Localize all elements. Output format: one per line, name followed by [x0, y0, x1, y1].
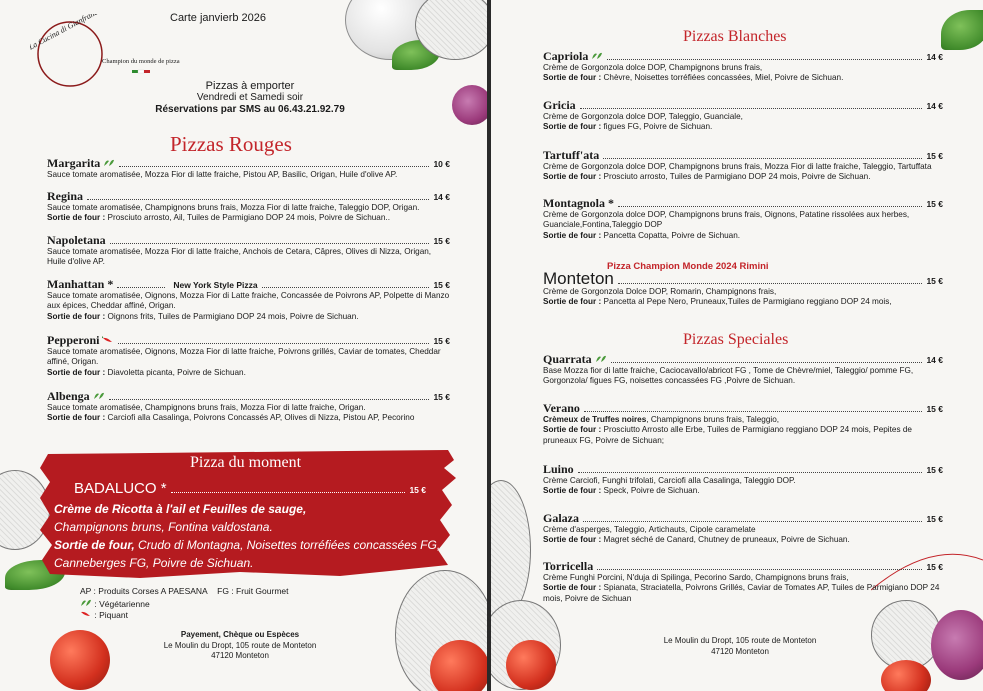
moment-item-name: BADALUCO *	[74, 480, 167, 497]
item-price: 15 €	[433, 280, 450, 290]
menu-item-luino	[543, 464, 943, 497]
item-description: Sauce tomate aromatisée, Champignons bruns frais, Mozza Fior di latte fraiche, Taleggio DOP, Origan.	[47, 202, 420, 212]
item-price: 14 €	[433, 192, 450, 202]
item-description: Crème de Gorgonzola Dolce DOP, Romarin, Champignons frais,	[543, 286, 777, 296]
item-name: Regina	[47, 189, 83, 203]
section-title-rouges: Pizzas Rouges	[170, 132, 292, 156]
menu-item-monteton	[543, 269, 943, 308]
sortie-label: Sortie de four :	[47, 311, 106, 321]
vegetarian-leaf-icon	[103, 159, 115, 167]
basil-sketch-illustration	[491, 480, 531, 620]
menu-item-gricia	[543, 100, 943, 133]
sortie-text: Oignons frits, Tuiles de Parmigiano DOP 24 mois, Poivre de Sichuan.	[107, 311, 359, 321]
item-description: Sauce tomate aromatisée, Oignons, Mozza Fior di Latte fraiche, Concassée de Poivrons AP, Polpette di Manzo aux épices, Cheddar affiné, Origan.	[47, 290, 450, 310]
tomato-illustration	[506, 640, 556, 690]
vegetarian-leaf-icon	[591, 52, 603, 60]
item-description: Crème de Gorgonzola dolce DOP, Taleggio, Guanciale,	[543, 111, 743, 121]
legend	[80, 586, 289, 621]
menu-item-capriola	[543, 51, 943, 84]
menu-item-manhattan	[47, 279, 450, 322]
item-description: Crème de Gorgonzola dolce DOP, Champignons bruns frais, Oignons, Patatine rissolées aux herbes, Guanciale,Fontina,Taleggio DOP	[543, 209, 910, 229]
item-description: Base Mozza fior di latte fraiche, Caciocavallo/abricot FG , Tome de Chèvre/miel, Taleggio/ pomme FG, Gorgonzola/ figues FG, noisettes concassées FG ,Poivre de Sichuan.	[543, 365, 914, 385]
payment-info: Payement, Chèque ou Espèces	[180, 630, 300, 639]
item-name: Napoletana	[47, 233, 106, 247]
menu-item-torricella	[543, 561, 943, 604]
takeaway-title: Pizzas à emporter	[205, 80, 295, 92]
red-onion-illustration	[452, 85, 487, 125]
moment-line3: Crudo di Montagna, Noisettes torréfiées concassées FG, Canneberges FG, Poivre de Sichuan.	[54, 538, 441, 570]
item-price: 15 €	[433, 392, 450, 402]
sortie-label: Sortie de four :	[543, 583, 602, 592]
item-price: 15 €	[926, 514, 943, 524]
moment-title: Pizza du moment	[190, 454, 302, 471]
item-price: 15 €	[926, 276, 943, 286]
sortie-label: Sortie de four :	[543, 230, 602, 240]
right-footer	[640, 636, 840, 657]
sortie-label: Sortie de four :	[47, 213, 106, 222]
section-title-blanches: Pizzas Blanches	[683, 28, 787, 45]
item-name: Albenga	[47, 389, 90, 403]
item-name: Luino	[543, 462, 574, 476]
item-price: 15 €	[926, 151, 943, 161]
item-name: Capriola	[543, 49, 589, 63]
item-description: Crème Funghi Porcini, N'duja di Spilinga, Pecorino Sardo, Champignons bruns frais,	[543, 572, 849, 582]
item-description: Sauce tomate aromatisée, Champignons bruns frais, Mozza Fior di latte fraiche, Origan.	[47, 402, 366, 412]
item-description: Crème de Gorgonzola dolce DOP, Champignons bruns frais,	[543, 62, 763, 72]
sortie-label: Sortie de four :	[47, 413, 106, 422]
postal-line: 47120 Monteton	[211, 651, 269, 660]
sortie-text: Prosciuto arrosto, Tuiles de Parmigiano DOP 24 mois, Poivre de Sichuan.	[603, 172, 871, 181]
menu-item-montagnola	[543, 198, 943, 241]
moment-line2: Champignons bruns, Fontina valdostana.	[54, 520, 273, 534]
menu-item-margarita	[47, 158, 450, 180]
sortie-label: Sortie de four :	[543, 297, 602, 306]
item-name: Quarrata	[543, 352, 592, 366]
sortie-text: Spianata, Straciatella, Poivrons Grillés, Caviar de Tomates AP, Tuiles de Parmigiano DOP 24 mois, Poivre de Sichuan	[543, 583, 940, 603]
item-price: 15 €	[433, 336, 450, 346]
moment-sortie-label: Sortie de four,	[54, 538, 135, 552]
takeaway-info	[140, 80, 360, 116]
item-name: Pepperoni	[47, 333, 100, 347]
chili-pepper-icon	[102, 336, 114, 344]
item-description: Crème d'asperges, Taleggio, Artichauts, Cipole caramelate	[543, 524, 756, 534]
item-price: 15 €	[433, 236, 450, 246]
vegetarian-leaf-icon	[80, 599, 92, 607]
item-name: Gricia	[543, 98, 576, 112]
item-subtitle: New York Style Pizza	[173, 280, 258, 290]
legend-fg: FG : Fruit Gourmet	[217, 586, 289, 596]
tomato-illustration	[50, 630, 110, 690]
item-price: 15 €	[926, 199, 943, 209]
logo-script-top: La Cucina di Gianfranco	[30, 14, 103, 52]
item-price: 15 €	[926, 404, 943, 414]
chili-pepper-icon	[80, 610, 92, 618]
sortie-label: Sortie de four :	[543, 425, 602, 434]
sortie-label: Sortie de four :	[543, 535, 602, 544]
sortie-text: Carciofi alla Casalinga, Poivrons Concassés AP, Olives di Nizza, Pistou AP, Pecorino	[107, 413, 415, 422]
sortie-text: Prosciutto Arrosto alle Erbe, Tuiles de Parmigiano reggiano DOP 24 mois, Pepites de pruneaux FG, Poivre de Sichuan;	[543, 425, 912, 445]
sortie-text: Prosciuto arrosto, Ail, Tuiles de Parmigiano DOP 24 mois, Poivre de Sichuan..	[107, 213, 390, 222]
item-name: Tartuff'ata	[543, 148, 600, 162]
item-name: Montagnola *	[543, 196, 615, 210]
menu-item-tartuffata	[543, 150, 943, 183]
takeaway-days: Vendredi et Samedi soir	[196, 92, 304, 103]
item-name: Torricella	[543, 559, 594, 573]
sortie-text: Speck, Poivre de Sichuan.	[603, 486, 700, 495]
item-name: Verano	[543, 401, 580, 415]
item-description: Sauce tomate aromatisée, Mozza Fior di latte fraiche, Pistou AP, Basilic, Origan, Huile d'olive AP.	[47, 169, 398, 179]
item-price: 14 €	[926, 52, 943, 62]
item-price: 15 €	[926, 562, 943, 572]
menu-item-napoletana	[47, 235, 450, 268]
tomato-illustration-right	[430, 640, 487, 691]
item-name: Galaza	[543, 511, 579, 525]
item-description-highlight: Crèmeux de Truffes noires	[543, 414, 647, 424]
menu-item-pepperoni	[47, 335, 450, 378]
pizza-du-moment-banner	[40, 450, 460, 580]
menu-item-albenga	[47, 391, 450, 424]
sortie-label: Sortie de four :	[543, 122, 602, 131]
sortie-text: Chèvre, Noisettes torréfiées concassées, Miel, Poivre de Sichuan.	[603, 73, 844, 82]
item-description: , Champignons bruns frais, Taleggio,	[646, 414, 780, 424]
logo-tagline: Champion du monde de pizza	[102, 58, 180, 65]
section-title-speciales: Pizzas Speciales	[683, 331, 789, 348]
menu-item-galaza	[543, 513, 943, 546]
menu-item-verano	[543, 403, 943, 446]
sortie-label: Sortie de four :	[543, 486, 602, 495]
item-description: Sauce tomate aromatisée, Oignons, Mozza Fior di latte fraiche, Poivrons grillés, Caviar de tomates, Cheddar affiné, Origan.	[47, 346, 441, 366]
basil-leaf-illustration	[941, 10, 983, 50]
item-name: Monteton	[543, 269, 614, 288]
sortie-text: Diavoletta picanta, Poivre de Sichuan.	[107, 367, 246, 377]
vegetarian-leaf-icon	[93, 392, 105, 400]
item-name: Manhattan *	[47, 277, 114, 291]
postal-line: 47120 Monteton	[711, 646, 769, 656]
sortie-label: Sortie de four :	[47, 367, 106, 377]
champion-title: Pizza Champion Monde 2024 Rimini	[607, 261, 769, 272]
sortie-text: figues FG, Poivre de Sichuan.	[603, 122, 713, 131]
sortie-text: Magret séché de Canard, Chutney de pruneaux, Poivre de Sichuan.	[603, 535, 850, 544]
item-price: 10 €	[433, 159, 450, 169]
item-price: 14 €	[926, 101, 943, 111]
legend-vegetarian: : Végétarienne	[94, 599, 150, 609]
reservation-line: Réservations par SMS au 06.43.21.92.79	[155, 104, 345, 115]
sortie-text: Pancetta al Pepe Nero, Pruneaux,Tuiles de Parmigiano reggiano DOP 24 mois,	[603, 297, 892, 306]
moment-line1: Crème de Ricotta à l'ail et Feuilles de sauge,	[54, 502, 307, 516]
menu-item-quarrata	[543, 354, 943, 387]
item-description: Sauce tomate aromatisée, Mozza Fior di latte fraiche, Anchois de Cetara, Câpres, Olives di Nizza, Origan, Huile d'olive AP.	[47, 246, 432, 266]
moment-item-price: 15 €	[409, 485, 426, 495]
address-line: Le Moulin du Dropt, 105 route de Monteton	[663, 636, 817, 645]
legend-ap: AP : Produits Corses A PAESANA	[80, 586, 208, 596]
sortie-label: Sortie de four :	[543, 172, 602, 181]
sortie-text: Pancetta Copatta, Poivre de Sichuan.	[603, 230, 741, 240]
vegetarian-leaf-icon	[595, 355, 607, 363]
moment-description	[54, 500, 444, 572]
address-line: Le Moulin du Dropt, 105 route de Monteton	[163, 640, 317, 650]
menu-item-regina	[47, 191, 450, 224]
item-price: 14 €	[926, 355, 943, 365]
red-onion-illustration	[931, 610, 983, 680]
menu-date: Carte janvierb 2026	[170, 12, 267, 24]
moment-item-header	[74, 480, 426, 497]
item-description: Crème de Gorgonzola dolce DOP, Champignons bruns frais, Mozza Fior di latte fraiche, Taleggio, Tartuffata	[543, 161, 932, 171]
item-name: Margarita	[47, 156, 101, 170]
item-description: Crème Carciofi, Funghi trifolati, Carciofi alla Casalinga, Taleggio DOP.	[543, 475, 796, 485]
item-price: 15 €	[926, 465, 943, 475]
legend-piquant: : Piquant	[94, 610, 128, 620]
sortie-label: Sortie de four :	[543, 73, 602, 82]
left-footer	[140, 630, 340, 662]
